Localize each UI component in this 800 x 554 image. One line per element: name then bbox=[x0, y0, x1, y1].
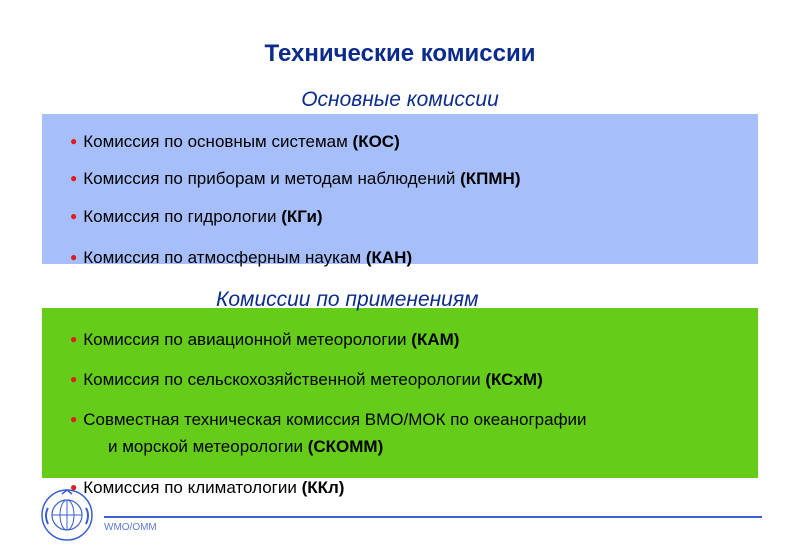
list-item-continuation bbox=[108, 437, 383, 457]
bullet-icon: ● bbox=[70, 171, 78, 185]
item-abbr: (КОС) bbox=[352, 132, 400, 151]
bullet-icon: ● bbox=[70, 134, 78, 148]
item-text: и морской метеорологии bbox=[108, 437, 308, 456]
wmo-logo-icon bbox=[40, 488, 94, 542]
page-title: Технические комиссии bbox=[264, 40, 536, 67]
item-text: Комиссия по гидрологии bbox=[83, 207, 282, 226]
item-text: Комиссия по приборам и методам наблюдений bbox=[83, 169, 461, 188]
list-item bbox=[70, 132, 400, 153]
bullet-icon: ● bbox=[70, 412, 78, 426]
list-item bbox=[70, 330, 459, 351]
main-commissions-heading: Основные комиссии bbox=[301, 88, 499, 111]
item-text: Комиссия по основным системам bbox=[83, 132, 353, 151]
bullet-icon: ● bbox=[70, 209, 78, 223]
bullet-icon: ● bbox=[70, 250, 78, 264]
item-abbr: (КСхМ) bbox=[485, 370, 543, 389]
item-text: Комиссия по авиационной метеорологии bbox=[83, 330, 412, 349]
list-item bbox=[70, 248, 412, 269]
list-item bbox=[70, 207, 323, 228]
item-text: Комиссия по климатологии bbox=[83, 478, 302, 497]
item-abbr: (КАН) bbox=[365, 248, 413, 267]
list-item bbox=[70, 370, 543, 391]
bullet-icon: ● bbox=[70, 372, 78, 386]
item-text: Комиссия по атмосферным наукам bbox=[83, 248, 366, 267]
item-abbr: (СКОММ) bbox=[307, 437, 384, 456]
footer-org-label: WMO/OMM bbox=[104, 522, 157, 533]
list-item bbox=[70, 478, 344, 499]
item-text: Совместная техническая комиссия ВМО/МОК по океанографии bbox=[83, 410, 587, 429]
item-abbr: (КГи) bbox=[281, 207, 323, 226]
list-item bbox=[70, 410, 587, 431]
item-abbr: (КПМН) bbox=[460, 169, 521, 188]
bullet-icon: ● bbox=[70, 332, 78, 346]
item-abbr: (ККл) bbox=[301, 478, 345, 497]
application-commissions-heading: Комиссии по применениям bbox=[216, 288, 479, 311]
footer-divider bbox=[104, 516, 762, 518]
item-abbr: (КАМ) bbox=[411, 330, 460, 349]
bullet-icon: ● bbox=[70, 480, 78, 494]
list-item bbox=[70, 169, 520, 190]
item-text: Комиссия по сельскохозяйственной метеорологии bbox=[83, 370, 486, 389]
